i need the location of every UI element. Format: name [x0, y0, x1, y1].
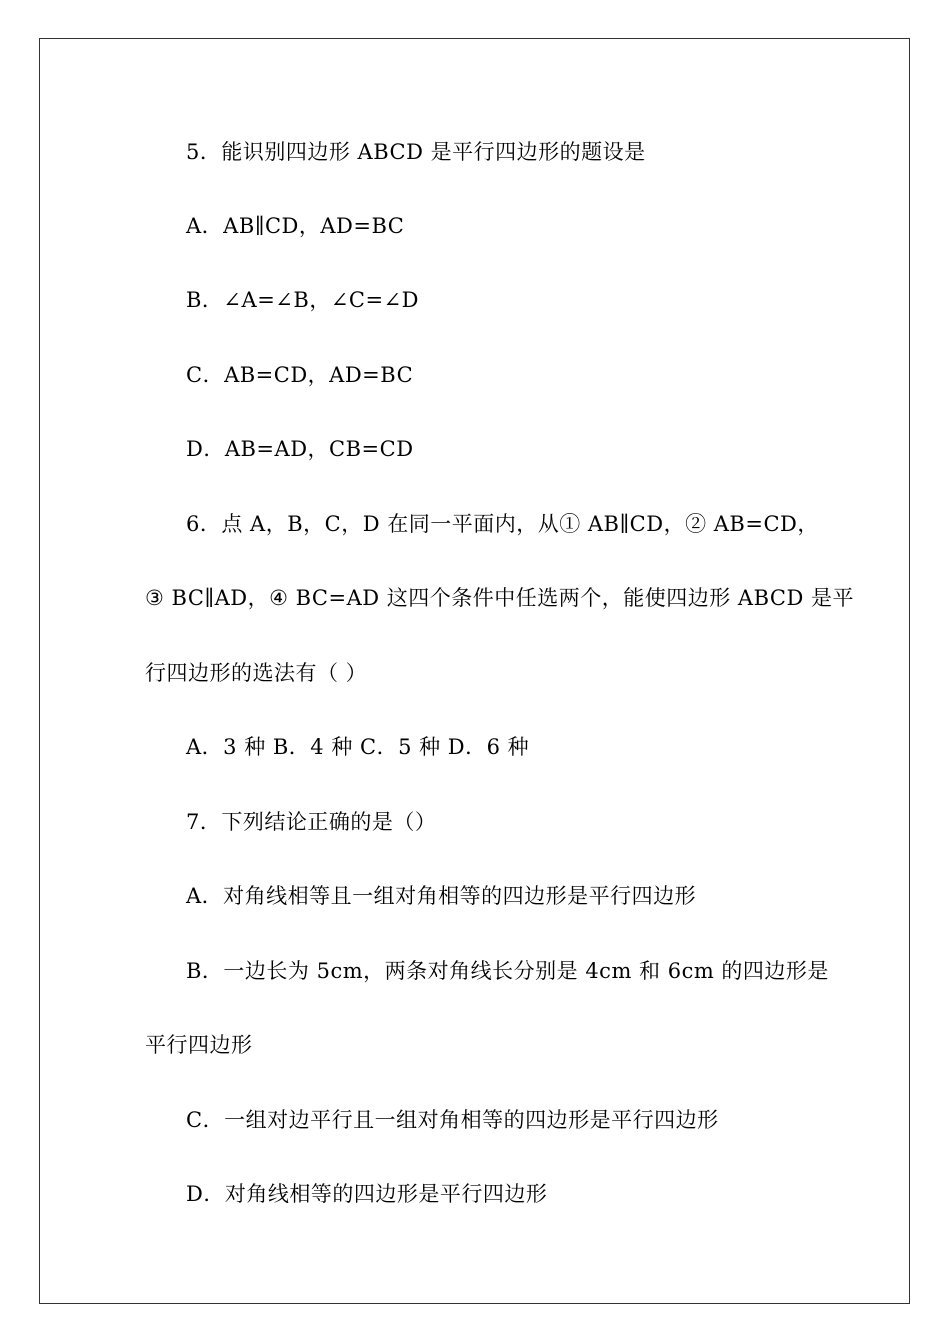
q7-option-c: C．一组对边平行且一组对角相等的四边形是平行四边形 [186, 1108, 719, 1132]
q7-stem: 7．下列结论正确的是（） [186, 810, 437, 834]
q6-stem-line2: ③ BC∥AD，④ BC=AD 这四个条件中任选两个，能使四边形 ABCD 是平 [145, 586, 854, 610]
q6-stem-line3: 行四边形的选法有（ ） [145, 661, 368, 685]
q6-stem-line1: 6．点 A，B，C，D 在同一平面内，从① AB∥CD，② AB=CD， [186, 512, 819, 536]
q5-option-d: D．AB=AD，CB=CD [186, 437, 414, 461]
q7-option-b-line1: B．一边长为 5cm，两条对角线长分别是 4cm 和 6cm 的四边形是 [186, 959, 829, 983]
q7-option-d: D．对角线相等的四边形是平行四边形 [186, 1182, 548, 1206]
q7-option-a: A．对角线相等且一组对角相等的四边形是平行四边形 [186, 884, 697, 908]
q5-stem: 5．能识别四边形 ABCD 是平行四边形的题设是 [186, 140, 646, 164]
q6-options: A．3 种 B．4 种 C．5 种 D．6 种 [186, 735, 530, 759]
q5-option-b: B．∠A=∠B，∠C=∠D [186, 288, 420, 312]
q5-option-c: C．AB=CD，AD=BC [186, 363, 414, 387]
q7-option-b-line2: 平行四边形 [145, 1033, 253, 1057]
q5-option-a: A．AB∥CD，AD=BC [186, 214, 405, 238]
